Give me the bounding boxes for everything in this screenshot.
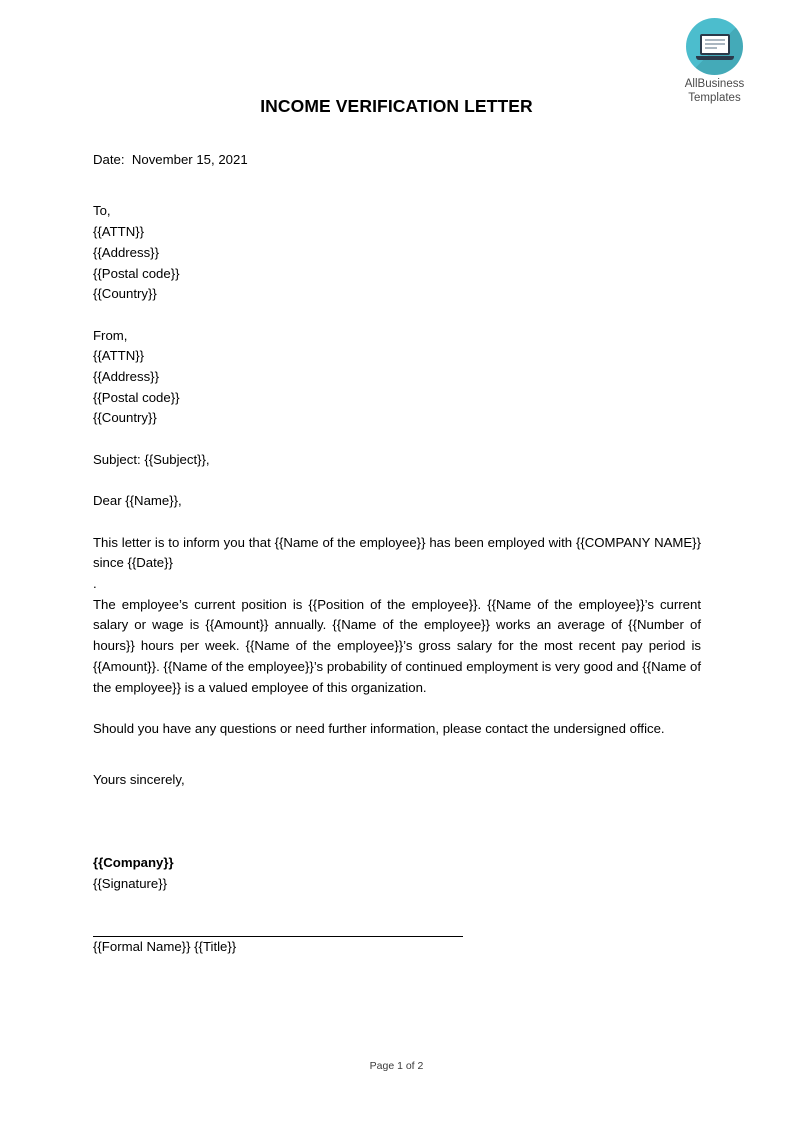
recipient-address-block [93,201,701,305]
spacer [93,471,701,492]
spacer [93,894,701,915]
spacer [93,832,701,853]
to-heading: To, [93,203,111,219]
spacer [93,191,701,201]
laptop-base-icon [696,56,734,60]
sender-address-block [93,326,701,430]
body-paragraph-1: This letter is to inform you that {{Name of the employee}} has been employed with {{COMPANY NAME}} since {{Date}} [93,534,701,571]
laptop-text-line [705,43,725,45]
to-postal-code: {{Postal code}} [93,265,180,281]
spacer [93,698,701,719]
spacer [93,305,701,326]
from-postal-code: {{Postal code}} [93,389,180,405]
from-attn: {{ATTN}} [93,348,145,364]
spacer [93,915,701,936]
valediction-line: Yours sincerely, [93,772,185,788]
spacer [93,812,701,833]
logo-circle-icon [686,18,743,75]
stray-period-line: . [93,575,97,591]
body-paragraph-3: Should you have any questions or need further information, please contact the undersigned office. [93,720,665,736]
company-name-line: {{Company}} [93,855,174,871]
to-address: {{Address}} [93,244,159,260]
salutation-line: Dear {{Name}}, [93,493,182,509]
logo-wordmark-line2: Templates [688,91,741,104]
brand-logo [662,18,767,105]
page-title: INCOME VERIFICATION LETTER [260,96,533,116]
spacer [93,512,701,533]
spacer [93,429,701,450]
from-heading: From, [93,327,128,343]
spacer [93,760,701,770]
laptop-icon [696,34,734,60]
laptop-text-line [705,39,725,41]
from-country: {{Country}} [93,410,157,426]
laptop-text-line [705,47,718,49]
to-attn: {{ATTN}} [93,224,145,240]
spacer [93,171,701,192]
to-country: {{Country}} [93,286,157,302]
date-line: Date: November 15, 2021 [93,152,248,167]
laptop-screen-icon [700,34,730,55]
page-footer: Page 1 of 2 [369,1060,424,1072]
spacer [93,791,701,812]
signature-placeholder-line: {{Signature}} [93,875,168,891]
formal-name-title-line: {{Formal Name}} {{Title}} [93,938,237,954]
from-address: {{Address}} [93,369,159,384]
subject-line: Subject: {{Subject}}, [93,451,210,467]
letter-body [93,150,701,958]
body-paragraph-2: The employee’s current position is {{Position of the employee}}. {{Name of the employee}}’s current salary or wage is {{Amount}} annually. {{Name of the employee}} works an average of {{Number of hours}} hours per week. {{Name of the employee}}’s gross salary for the most recent pay period is {{Amount}}. {{Name of the employee}}’s probability of continued employment is very good and {{Name of the employee}} is a valued employee of this organization. [93,596,701,695]
spacer [93,740,701,761]
logo-wordmark-line1: AllBusiness [684,78,745,90]
